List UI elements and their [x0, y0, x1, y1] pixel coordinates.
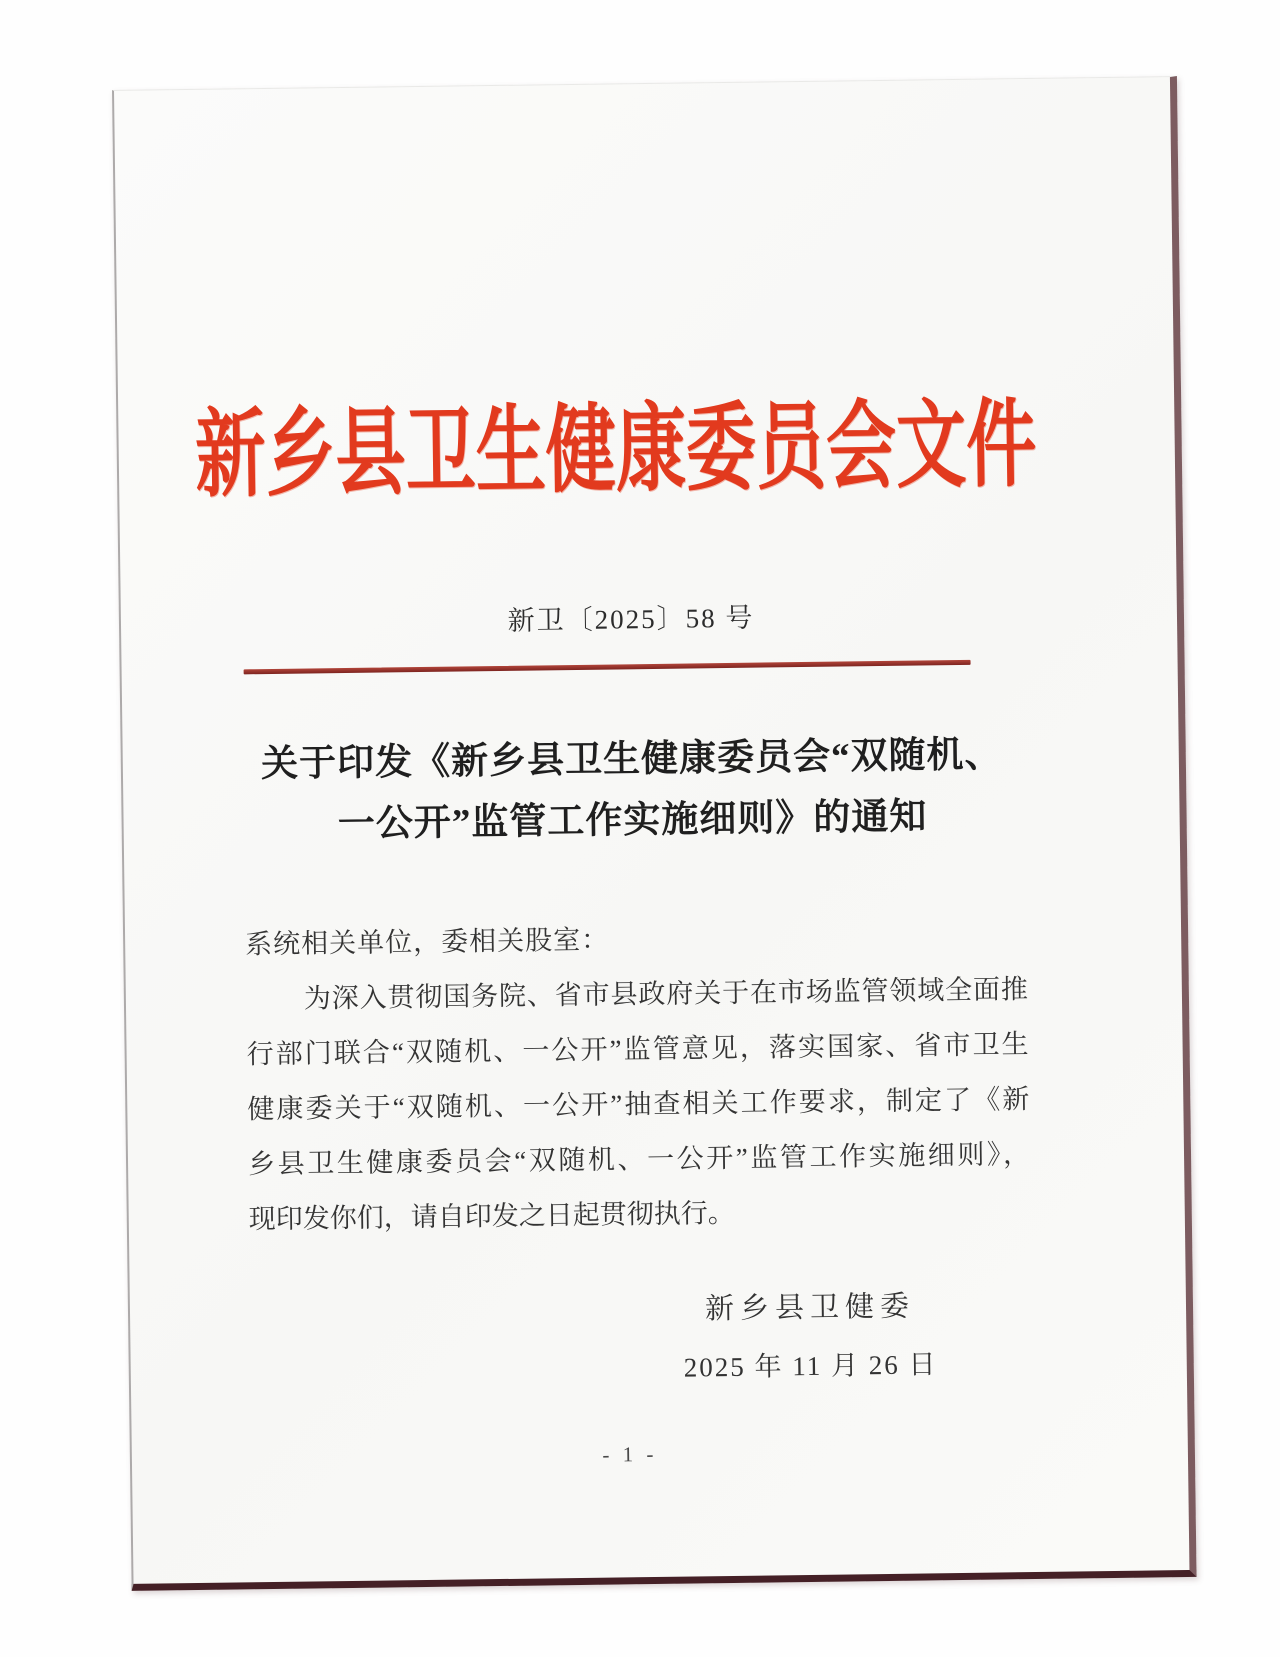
red-divider-line [244, 660, 971, 675]
document-number: 新卫〔2025〕58 号 [507, 602, 755, 636]
body-paragraph-line-4: 乡县卫生健康委员会“双随机、一公开”监管工作实施细则》， [247, 1139, 1031, 1180]
salutation-line: 系统相关单位，委相关股室： [244, 924, 610, 960]
document-title-line-1: 关于印发《新乡县卫生健康委员会“双随机、 [260, 734, 1003, 786]
red-letterhead-title: 新乡县卫生健康委员会文件 [194, 390, 1037, 509]
document-title-line-2: 一公开”监管工作实施细则》的通知 [337, 796, 928, 846]
issuing-authority-signature: 新乡县卫健委 [704, 1290, 916, 1326]
body-paragraph-line-1: 为深入贯彻国务院、省市县政府关于在市场监管领域全面推 [303, 974, 1029, 1014]
document-date: 2025 年 11 月 26 日 [683, 1349, 938, 1383]
body-paragraph-line-5: 现印发你们，请自印发之日起贯彻执行。 [248, 1197, 735, 1235]
document-title [103, 722, 1161, 858]
page-number: - 1 - [602, 1441, 658, 1467]
body-paragraph-line-3: 健康委关于“双随机、一公开”抽查相关工作要求，制定了《新 [247, 1084, 1030, 1125]
body-paragraph-line-2: 行部门联合“双随机、一公开”监管意见，落实国家、省市卫生 [246, 1029, 1029, 1070]
document-page [112, 76, 1197, 1591]
